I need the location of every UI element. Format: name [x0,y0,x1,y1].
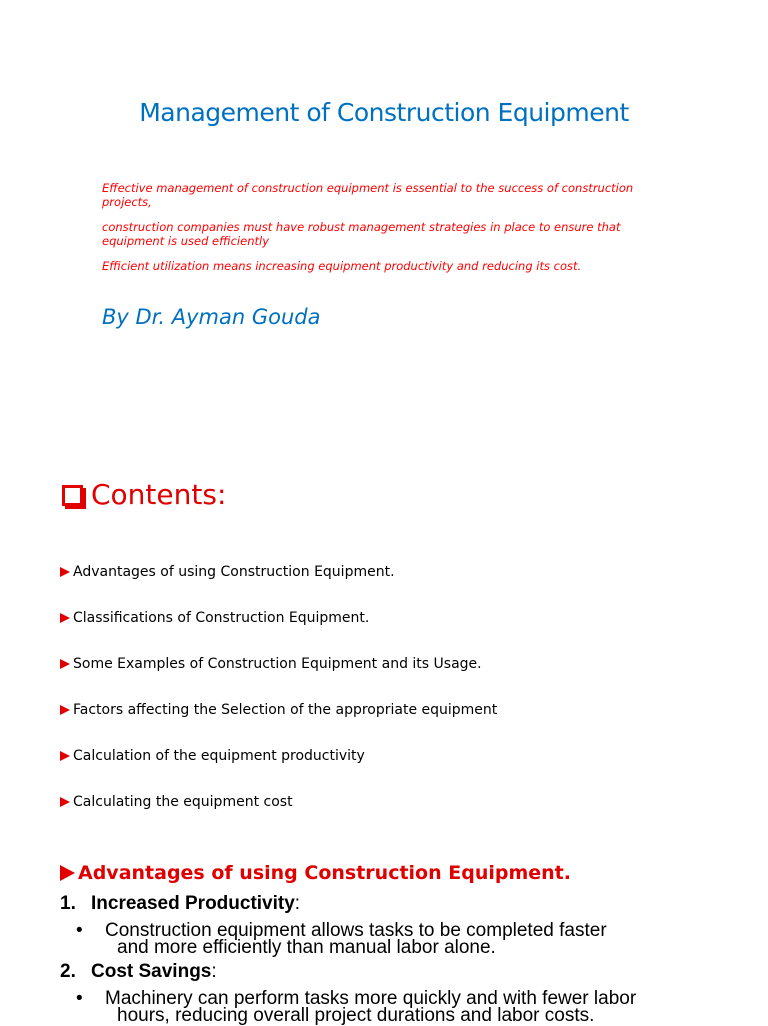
arrow-bullet-icon [60,751,70,761]
toc-item [60,702,497,718]
item-heading: Increased Productivity [91,893,295,914]
section-heading [60,862,571,884]
arrow-bullet-icon [60,797,70,807]
toc-item-label: Some Examples of Construction Equipment and its Usage. [73,656,482,672]
section-heading-label: Advantages of using Construction Equipment. [78,862,571,884]
item-number: 1. [60,893,76,914]
bullet-item [76,990,716,1024]
bullet-text-line-1: Construction equipment allows tasks to be completed faster [105,920,607,941]
arrow-bullet-icon [60,865,75,881]
page-title: Management of Construction Equipment [139,98,629,127]
bullet-text-line-2: hours, reducing overall project durations and labor costs. [117,1005,595,1026]
numbered-item [60,961,217,983]
contents-heading [62,478,226,511]
toc-item [60,656,482,672]
toc-item [60,748,365,764]
bullet-item [76,922,716,956]
checkbox-icon [62,485,83,506]
bullet-text-line-1: Machinery can perform tasks more quickly and with fewer labor [105,988,637,1009]
toc-item [60,564,395,580]
arrow-bullet-icon [60,705,70,715]
toc-item-label: Factors affecting the Selection of the appropriate equipment [73,702,498,718]
intro-paragraph-1: Effective management of construction equipment is essential to the success of construction projects, [102,181,634,209]
numbered-item [60,893,300,915]
arrow-bullet-icon [60,613,70,623]
item-suffix: : [294,893,301,914]
bullet-dot-icon: • [76,920,83,941]
arrow-bullet-icon [60,567,70,577]
arrow-bullet-icon [60,659,70,669]
toc-item-label: Calculating the equipment cost [73,794,293,810]
contents-heading-label: Contents: [91,478,227,511]
toc-item [60,610,369,626]
intro-paragraph-3: Efficient utilization means increasing equipment productivity and reducing its cost. [102,259,582,273]
bullet-text-line-2: and more efficiently than manual labor alone. [117,937,496,958]
item-number: 2. [60,961,76,982]
item-suffix: : [211,961,217,982]
item-heading: Cost Savings [91,961,212,982]
toc-item [60,794,293,810]
toc-item-label: Calculation of the equipment productivity [73,748,365,764]
toc-item-label: Classifications of Construction Equipment. [73,610,370,626]
author-line: By Dr. Ayman Gouda [102,305,321,329]
bullet-dot-icon: • [76,988,83,1009]
intro-paragraph-2: construction companies must have robust management strategies in place to ensure that equipment is used efficiently [102,220,621,248]
toc-item-label: Advantages of using Construction Equipment. [73,564,395,580]
